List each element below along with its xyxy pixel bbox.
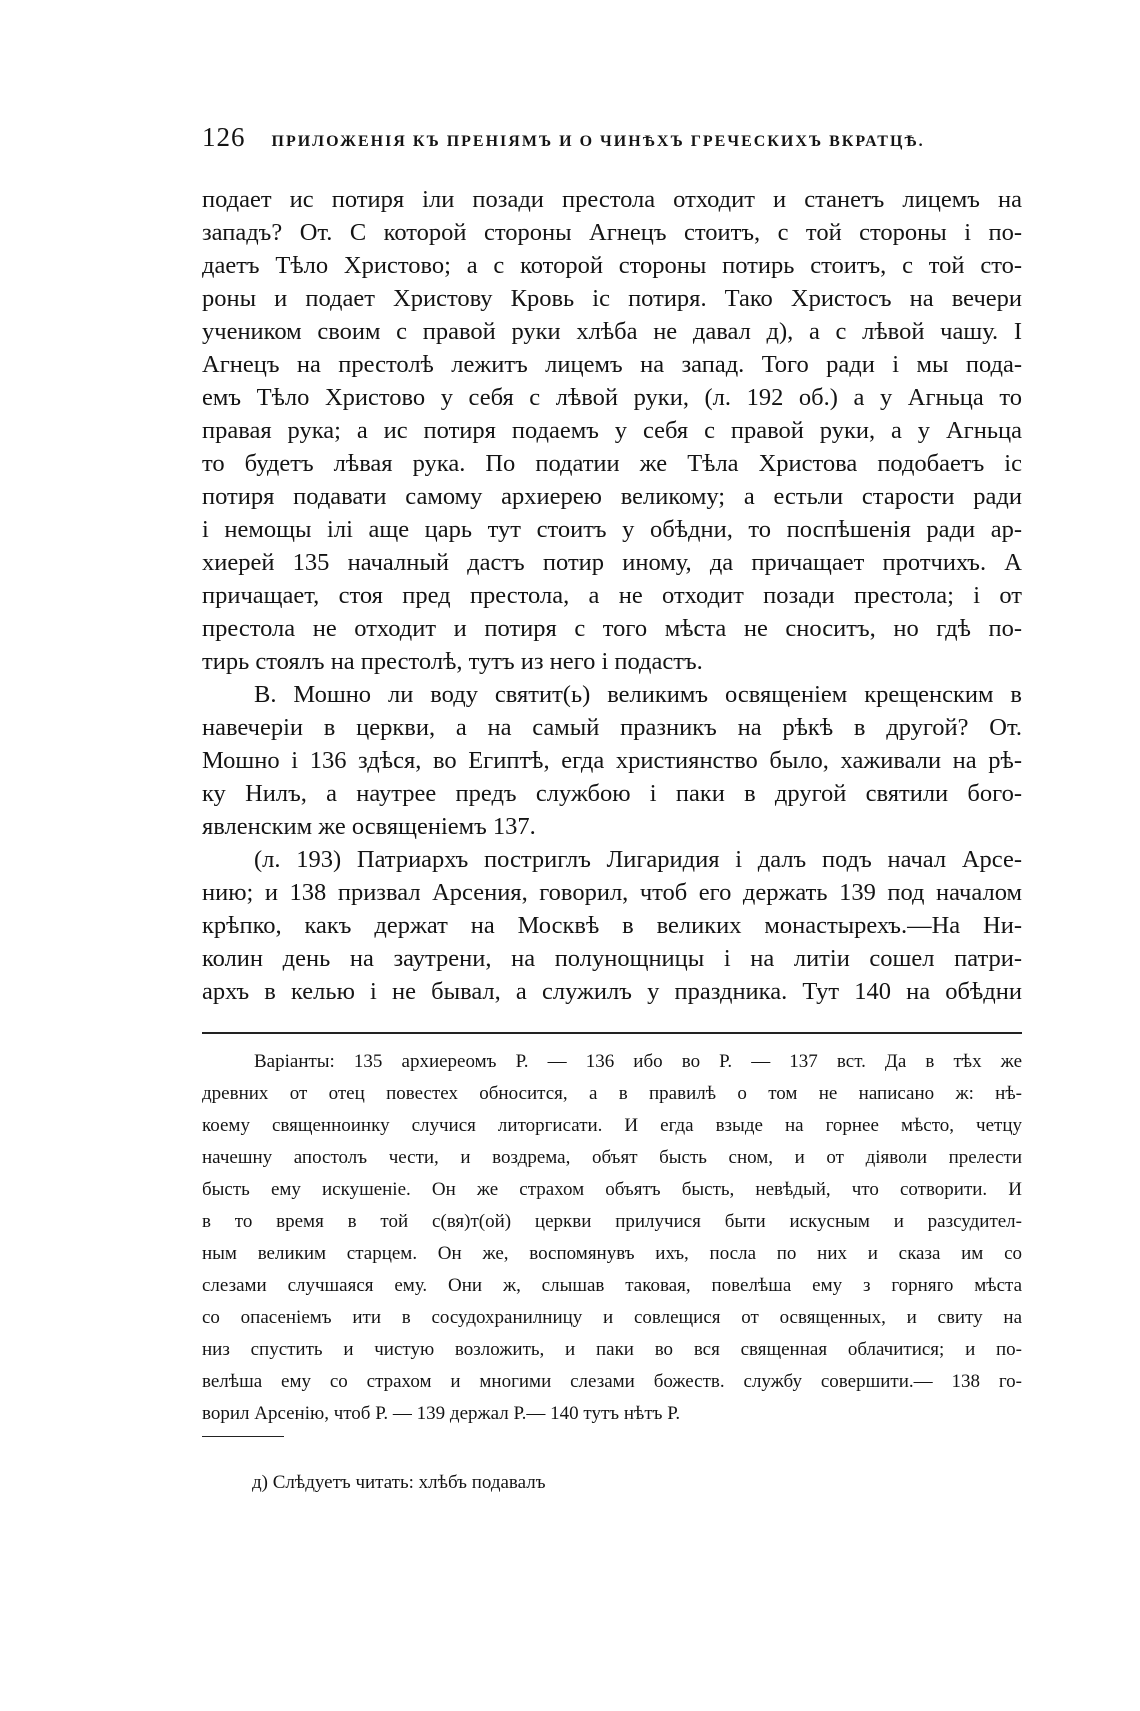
text-line: емъ Тѣло Христово у себя с лѣвой руки, (л. 192 об.) а у Агньца то <box>202 384 1022 411</box>
text-line: западъ? От. С которой стороны Агнецъ стоитъ, с той стороны і по- <box>202 219 1022 246</box>
page-header <box>202 122 1022 156</box>
variant-line: в то время в той с(вя)т(ой) церкви прилучися быти искусным и разсудител- <box>202 1211 1022 1232</box>
footnote-divider <box>202 1436 284 1437</box>
text-line: то будетъ лѣвая рука. По податии же Тѣла Христова подобаетъ іс <box>202 450 1022 477</box>
text-line: причащает, стоя пред престола, а не отходит позади престола; і от <box>202 582 1022 609</box>
text-line: явленским же освященіемъ 137. <box>202 813 536 840</box>
text-line: Мошно і 136 здѣся, во Египтѣ, егда християнство было, хаживали на рѣ- <box>202 747 1022 774</box>
text-line: (л. 193) Патриархъ постриглъ Лигаридия і далъ подъ начал Арсе- <box>254 846 1022 873</box>
variant-line: Варіанты: 135 архиереомъ Р. — 136 ибо во Р. — 137 вст. Да в тѣх же <box>254 1051 1022 1072</box>
text-line: колин день на заутрени, на полунощницы і на литіи сошел патри- <box>202 945 1022 972</box>
variant-line: низ спустить и чистую возложить, и паки во вся священная облачитися; и по- <box>202 1339 1022 1360</box>
text-line: роны и подает Христову Кровь іс потиря. Тако Христосъ на вечери <box>202 285 1022 312</box>
text-line: хиерей 135 началный дастъ потир иному, да причащает протчихъ. А <box>202 549 1022 576</box>
text-line: тирь стоялъ на престолѣ, тутъ из него і подастъ. <box>202 648 703 675</box>
page-number: 126 <box>202 122 246 152</box>
text-line: учеником своим с правой руки хлѣба не давал д), а с лѣвой чашу. І <box>202 318 1022 345</box>
text-line: подает ис потиря іли позади престола отходит и станетъ лицемъ на <box>202 186 1022 213</box>
text-line: нию; и 138 призвал Арсения, говорил, чтоб его держать 139 под началом <box>202 879 1022 906</box>
variant-line: начешну апостолъ чести, и воздрема, объят бысть сном, и от діяволи прелести <box>202 1147 1022 1168</box>
text-line: даетъ Тѣло Христово; а с которой стороны потирь стоитъ, с той сто- <box>202 252 1022 279</box>
footnote: д) Слѣдуетъ читать: хлѣбъ подавалъ <box>252 1472 546 1493</box>
variants-divider <box>202 1032 1022 1034</box>
variant-line: велѣша ему со страхом и многими слезами божеств. службу совершити.— 138 го- <box>202 1371 1022 1392</box>
text-line: В. Мошно ли воду святит(ь) великимъ освященіем крещенским в <box>254 681 1022 708</box>
variant-line: древних от отец повестех обносится, а в правилѣ о том не написано ж: нѣ- <box>202 1083 1022 1104</box>
variant-line: ворил Арсенію, чтоб Р. — 139 держал Р.— 140 тутъ нѣтъ Р. <box>202 1403 681 1424</box>
variant-line: со опасеніемъ ити в сосудохранилницу и совлещися от освященных, и свиту на <box>202 1307 1022 1328</box>
text-line: престола не отходит и потиря с того мѣста не сноситъ, но гдѣ по- <box>202 615 1022 642</box>
variant-line: коему священноинку случися литоргисати. И егда взыде на горнее мѣсто, четцу <box>202 1115 1022 1136</box>
text-line: потиря подавати самому архиерею великому; а естьли старости ради <box>202 483 1022 510</box>
running-head: ПРИЛОЖЕНІЯ КЪ ПРЕНІЯМЪ И О ЧИНѢХЪ ГРЕЧЕСКИХЪ ВКРАТЦѢ. <box>271 133 925 150</box>
text-line: правая рука; а ис потиря подаемъ у себя с правой руки, а у Агньца <box>202 417 1022 444</box>
main-text <box>202 183 1022 1008</box>
text-line: ку Нилъ, а наутрее предъ службою і паки в другой святили бого- <box>202 780 1022 807</box>
text-line: і немощы ілі аще царь тут стоитъ у обѣдни, то поспѣшенія ради ар- <box>202 516 1022 543</box>
text-line: Агнецъ на престолѣ лежитъ лицемъ на запад. Того ради і мы пода- <box>202 351 1022 378</box>
variants-apparatus <box>202 1046 1022 1430</box>
text-line: навечеріи в церкви, а на самый празникъ на рѣкѣ в другой? От. <box>202 714 1022 741</box>
variant-line: слезами случшаяся ему. Они ж, слышав таковая, повелѣша ему з горняго мѣста <box>202 1275 1022 1296</box>
text-line: архъ в келью і не бывал, а служилъ у праздника. Тут 140 на обѣдни <box>202 978 1022 1005</box>
text-line: крѣпко, какъ держат на Москвѣ в великих монастырехъ.—На Ни- <box>202 912 1022 939</box>
variant-line: бысть ему искушеніе. Он же страхом объятъ бысть, невѣдый, что сотворити. И <box>202 1179 1022 1200</box>
variant-line: ным великим старцем. Он же, воспомянувъ ихъ, посла по них и сказа им со <box>202 1243 1022 1264</box>
